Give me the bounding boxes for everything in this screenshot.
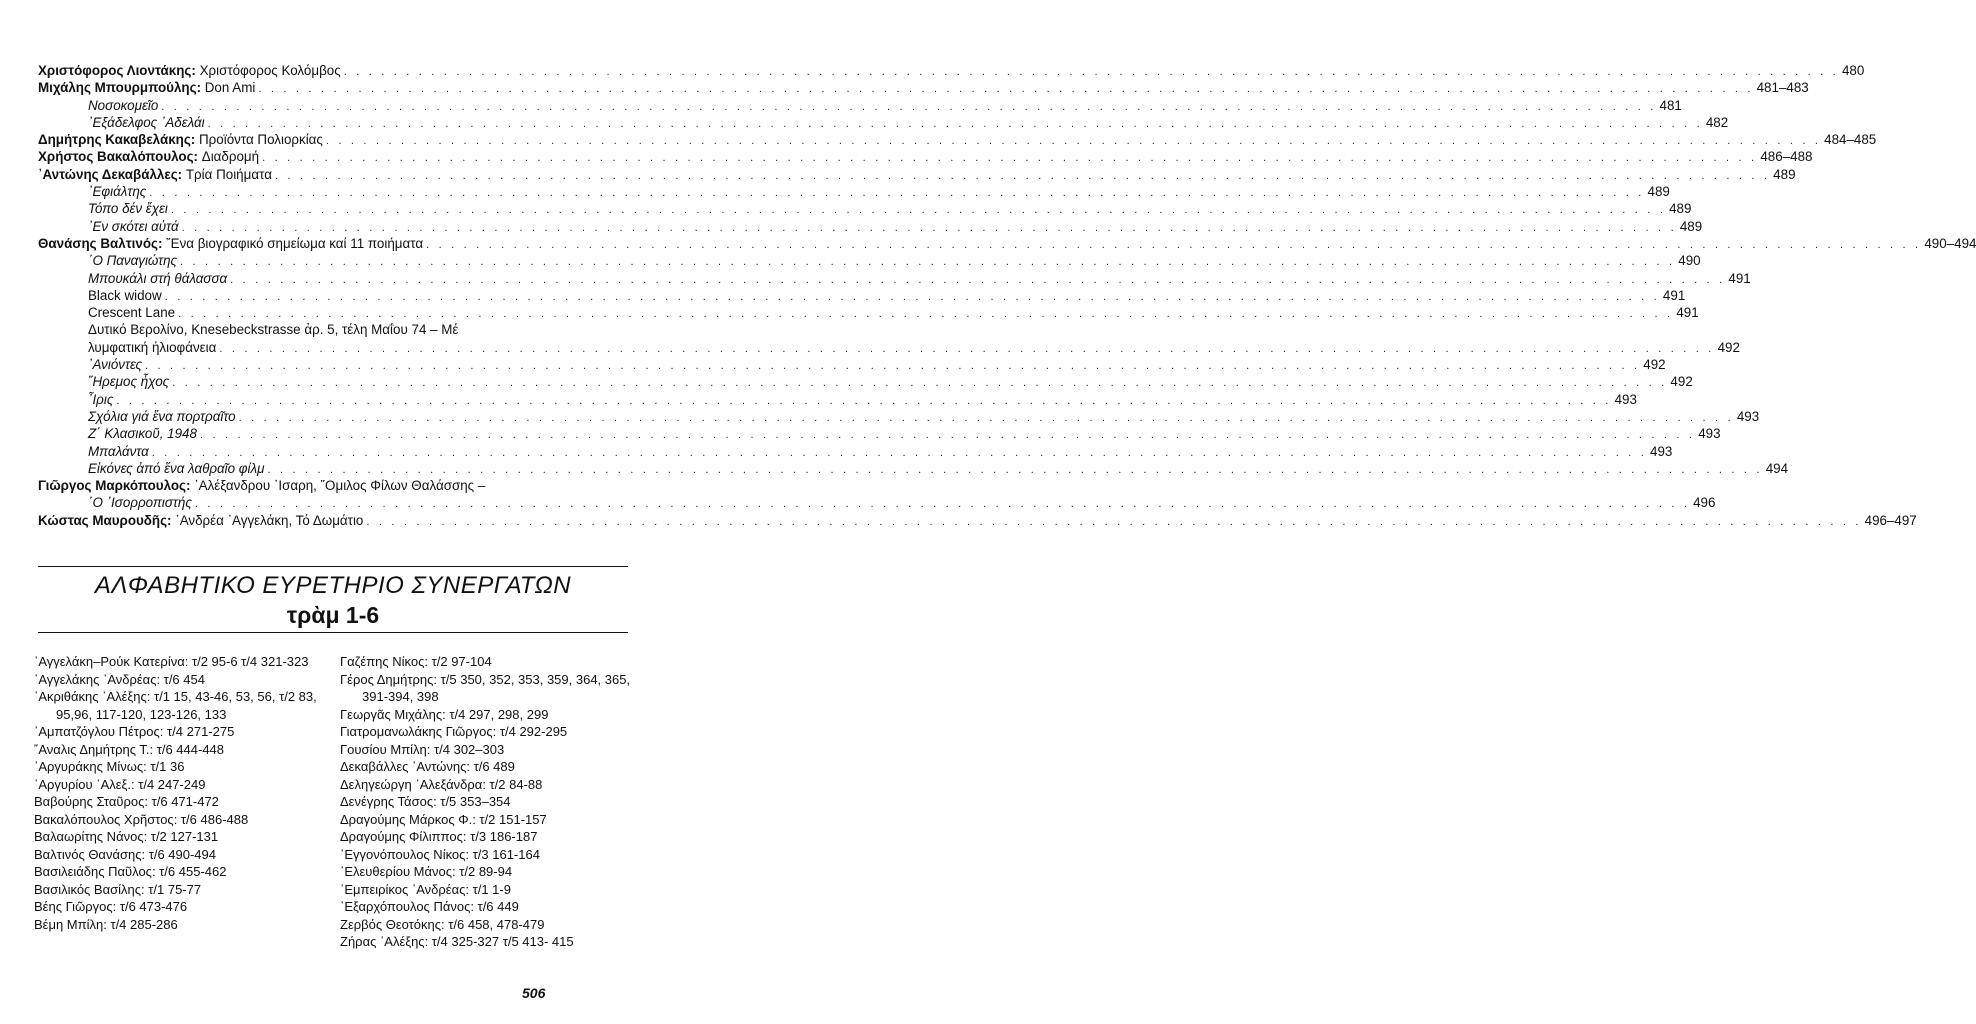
- index-entry: Βαλαωρίτης Νάνος: τ/2 127-131: [34, 829, 219, 844]
- toc-page: 489: [1773, 166, 1796, 182]
- index-entry: Γουσίου Μπίλη: τ/4 302–303: [340, 741, 505, 757]
- toc-page: 489: [1669, 201, 1692, 217]
- toc-work: Τρία Ποιήματα: [185, 166, 272, 182]
- dot-leader: . . . . . . . . . . . . . . . . . . . . . . . . . . . . . . . . . . . . . . . . . . . . . . . . . . . . . . . . . . . . . . . . . . . . . . . . . . . . . . . . . . . . . . . . . . . . . . . . . . . . . . . . . . . . . . . . . . . . . . . .: [343, 66, 1839, 78]
- dot-leader: . . . . . . . . . . . . . . . . . . . . . . . . . . . . . . . . . . . . . . . . . . . . . . . . . . . . . . . . . . . . . . . . . . . . . . . . . . . . . . . . . . . . . . . . . . . . . . . . . . . . . . . . . . . . . . . . . . . . . . . .: [145, 360, 1641, 373]
- toc-work: ᾽Εφιάλτης: [88, 184, 147, 200]
- toc-work: ῾Ο Παναγιώτης: [88, 253, 178, 269]
- index-entry: Γαζέπης Νίκος: τ/2 97-104: [340, 654, 492, 669]
- index-entry: Βασιλικός Βασίλης: τ/1 75-77: [34, 881, 202, 897]
- dot-leader: . . . . . . . . . . . . . . . . . . . . . . . . . . . . . . . . . . . . . . . . . . . . . . . . . . . . . . . . . . . . . . . . . . . . . . . . . . . . . . . . . . . . . . . . . . . . . . . . . . . . . . . . . . . . . . . . . . . . . . . .: [267, 463, 1763, 476]
- toc-entry: [38, 148, 1813, 165]
- toc-work: ῏Ιρις: [88, 391, 114, 407]
- toc-page: 491: [1676, 305, 1699, 321]
- toc-work: ᾽Εν σκότει αὐτά: [88, 218, 179, 234]
- toc-page: 494: [1765, 460, 1789, 476]
- toc-work: Δυτικό Βερολίνο, Knesebeckstrasse ἀρ. 5, τέλη Μαΐου 74 – Μέ: [88, 322, 459, 338]
- index-entry: Δεληγεώργη ᾽Αλεξάνδρα: τ/2 84-88: [340, 776, 543, 792]
- toc-page: 493: [1698, 426, 1721, 442]
- toc-work: Σχόλια γιά ἕνα πορτραῖτο: [88, 408, 236, 424]
- toc-page: 496–497: [1864, 512, 1917, 528]
- toc-page: 493: [1650, 443, 1673, 459]
- toc-entry: [38, 62, 1865, 79]
- toc-page: 493: [1736, 408, 1760, 424]
- toc-work: ῎Ηρεμος ἦχος: [88, 374, 170, 390]
- index-entry: ᾽Αργυράκης Μίνως: τ/1 36: [34, 759, 185, 774]
- toc-entry: [38, 321, 616, 338]
- toc-entry: [38, 408, 1760, 425]
- toc-author: Μιχάλης Μπουρμπούλης:: [38, 80, 202, 96]
- toc-work: Προϊόντα Πολιορκίας: [199, 132, 323, 148]
- toc-entry: [38, 477, 616, 494]
- toc-entry: [38, 425, 1721, 442]
- dot-leader: . . . . . . . . . . . . . . . . . . . . . . . . . . . . . . . . . . . . . . . . . . . . . . . . . . . . . . . . . . . . . . . . . . . . . . . . . . . . . . . . . . . . . . . . . . . . . . . . . . . . . . . . . . . . . . . . . . . . . . . .: [238, 411, 1734, 424]
- toc-entry: [38, 131, 1877, 148]
- toc-work: ᾽Ανιόντες: [88, 357, 143, 373]
- toc-work: Τόπο δέν ἔχει: [88, 201, 168, 217]
- toc-page: 489: [1647, 184, 1670, 200]
- dot-leader: . . . . . . . . . . . . . . . . . . . . . . . . . . . . . . . . . . . . . . . . . . . . . . . . . . . . . . . . . . . . . . . . . . . . . . . . . . . . . . . . . . . . . . . . . . . . . . . . . . . . . . . . . . . . . . . . . . . . . . . .: [262, 152, 1758, 165]
- toc-work: Εἰκόνες ἀπό ἕνα λαθραῖο φίλμ: [88, 460, 265, 476]
- index-entry: ᾽Ελευθερίου Μάνος: τ/2 89-94: [340, 864, 513, 879]
- toc-page: 486–488: [1760, 149, 1813, 165]
- toc-page: 492: [1670, 374, 1693, 390]
- dot-leader: . . . . . . . . . . . . . . . . . . . . . . . . . . . . . . . . . . . . . . . . . . . . . . . . . . . . . . . . . . . . . . . . . . . . . . . . . . . . . . . . . . . . . . . . . . . . . . . . . . . . . . . . . . . . . . . . . . . . . . . .: [164, 290, 1660, 303]
- toc-page: 480: [1841, 63, 1865, 78]
- toc-work: Χριστόφορος Κολόμβος: [199, 63, 341, 78]
- page-number: 506: [522, 985, 546, 1001]
- toc-entry: [38, 200, 1692, 217]
- dot-leader: . . . . . . . . . . . . . . . . . . . . . . . . . . . . . . . . . . . . . . . . . . . . . . . . . . . . . . . . . . . . . . . . . . . . . . . . . . . . . . . . . . . . . . . . . . . . . . . . . . . . . . . . . . . . . . . . . . . . . . . .: [178, 308, 1674, 321]
- index-entry: Δραγούμης Μάρκος Φ.: τ/2 151-157: [340, 811, 547, 827]
- toc-entry: [38, 79, 1809, 96]
- toc-author: Χριστόφορος Λιοντάκης:: [38, 63, 196, 78]
- toc-page: 489: [1679, 218, 1703, 234]
- dot-leader: . . . . . . . . . . . . . . . . . . . . . . . . . . . . . . . . . . . . . . . . . . . . . . . . . . . . . . . . . . . . . . . . . . . . . . . . . . . . . . . . . . . . . . . . . . . . . . . . . . . . . . . . . . . . . . . . . . . . . . . .: [230, 273, 1726, 286]
- toc-entry: [38, 391, 1637, 408]
- index-entry: ᾽Εγγονόπουλος Νίκος: τ/3 161-164: [340, 846, 540, 862]
- toc-page: 481–483: [1756, 80, 1809, 96]
- index-column-right: [340, 653, 640, 951]
- index-entry: ᾽Αγγελάκη–Ρούκ Κατερίνα: τ/2 95-6 τ/4 321-323: [34, 654, 309, 669]
- toc-entry: [38, 97, 1682, 114]
- toc-work: ᾽Αλέξανδρου ᾽Ισαρη, ῞Ομιλος Φίλων Θαλάσσης –: [194, 478, 486, 494]
- toc-page: 493: [1614, 391, 1637, 407]
- dot-leader: . . . . . . . . . . . . . . . . . . . . . . . . . . . . . . . . . . . . . . . . . . . . . . . . . . . . . . . . . . . . . . . . . . . . . . . . . . . . . . . . . . . . . . . . . . . . . . . . . . . . . . . . . . . . . . . . . . . . . . . .: [219, 342, 1715, 355]
- toc-entry: [38, 218, 1703, 235]
- toc-entry: [38, 114, 1729, 131]
- toc-author: Γιῶργος Μαρκόπουλος:: [38, 478, 191, 494]
- index-entry: Ζερβός Θεοτόκης: τ/6 458, 478-479: [340, 916, 545, 932]
- dot-leader: . . . . . . . . . . . . . . . . . . . . . . . . . . . . . . . . . . . . . . . . . . . . . . . . . . . . . . . . . . . . . . . . . . . . . . . . . . . . . . . . . . . . . . . . . . . . . . . . . . . . . . . . . . . . . . . . . . . . . . . .: [151, 446, 1647, 459]
- index-entry: ᾽Εξαρχόπουλος Πάνος: τ/6 449: [340, 899, 519, 914]
- index-entry: ᾽Αγγελάκης ᾽Ανδρέας: τ/6 454: [34, 671, 205, 687]
- toc-entry: [38, 166, 1796, 183]
- toc-entry: [38, 235, 1976, 252]
- toc-page: 481: [1659, 97, 1682, 113]
- index-entry: Βακαλόπουλος Χρῆστος: τ/6 486-488: [34, 811, 249, 827]
- toc-author: Κώστας Μαυρουδῆς:: [38, 512, 172, 528]
- dot-leader: . . . . . . . . . . . . . . . . . . . . . . . . . . . . . . . . . . . . . . . . . . . . . . . . . . . . . . . . . . . . . . . . . . . . . . . . . . . . . . . . . . . . . . . . . . . . . . . . . . . . . . . . . . . . . . . . . . . . . . . .: [258, 83, 1754, 96]
- toc-entry: [38, 494, 1716, 511]
- index-entry: Γεωργᾶς Μιχάλης: τ/4 297, 298, 299: [340, 706, 549, 722]
- dot-leader: . . . . . . . . . . . . . . . . . . . . . . . . . . . . . . . . . . . . . . . . . . . . . . . . . . . . . . . . . . . . . . . . . . . . . . . . . . . . . . . . . . . . . . . . . . . . . . . . . . . . . . . . . . . . . . . . . . . . . . . .: [366, 515, 1862, 528]
- toc-work: ῾Ο ᾽Ισορροπιστής: [88, 495, 192, 511]
- dot-leader: . . . . . . . . . . . . . . . . . . . . . . . . . . . . . . . . . . . . . . . . . . . . . . . . . . . . . . . . . . . . . . . . . . . . . . . . . . . . . . . . . . . . . . . . . . . . . . . . . . . . . . . . . . . . . . . . . . . . . . . .: [426, 238, 1922, 251]
- index-column-left: [34, 653, 334, 933]
- index-entry: Ζήρας ᾽Αλέξης: τ/4 325-327 τ/5 413- 415: [340, 934, 574, 949]
- toc-work: Διαδρομή: [201, 149, 260, 165]
- index-entry: Δενέγρης Τάσος: τ/5 353–354: [340, 794, 511, 809]
- toc-entry: [38, 460, 1789, 477]
- toc-page: 484–485: [1824, 132, 1877, 148]
- toc-page: 491: [1728, 270, 1751, 286]
- index-entry: Δραγούμης Φίλιππος: τ/3 186-187: [340, 829, 538, 844]
- toc-page: 491: [1662, 287, 1686, 303]
- index-entry: Δεκαβάλλες ᾽Αντώνης: τ/6 489: [340, 759, 515, 774]
- toc-entry: [38, 270, 1751, 287]
- index-title: ΑΛΦΑΒΗΤΙΚΟ ΕΥΡΕΤΗΡΙΟ ΣΥΝΕΡΓΑΤΩΝ: [94, 572, 572, 599]
- toc-work: Μπουκάλι στή θάλασσα: [88, 270, 228, 286]
- toc-work: Crescent Lane: [88, 305, 176, 321]
- toc-author: Δημήτρης Κακαβελάκης:: [38, 132, 196, 148]
- toc-entry: [38, 339, 1740, 356]
- index-subtitle: τρὰμ 1-6: [286, 602, 380, 628]
- index-entry: Γιατρομανωλάκης Γιῶργος: τ/4 292-295: [340, 724, 568, 739]
- index-entry: Βασιλειάδης Παῦλος: τ/6 455-462: [34, 864, 227, 879]
- toc-work: Μπαλάντα: [88, 443, 149, 459]
- index-entry: ᾽Εμπειρίκος ᾽Ανδρέας: τ/1 1-9: [340, 881, 511, 897]
- dot-leader: . . . . . . . . . . . . . . . . . . . . . . . . . . . . . . . . . . . . . . . . . . . . . . . . . . . . . . . . . . . . . . . . . . . . . . . . . . . . . . . . . . . . . . . . . . . . . . . . . . . . . . . . . . . . . . . . . . . . . . . .: [325, 135, 1822, 148]
- dot-leader: . . . . . . . . . . . . . . . . . . . . . . . . . . . . . . . . . . . . . . . . . . . . . . . . . . . . . . . . . . . . . . . . . . . . . . . . . . . . . . . . . . . . . . . . . . . . . . . . . . . . . . . . . . . . . . . . . . . . . . . .: [170, 204, 1667, 217]
- bottom-rule: [38, 632, 628, 633]
- dot-leader: . . . . . . . . . . . . . . . . . . . . . . . . . . . . . . . . . . . . . . . . . . . . . . . . . . . . . . . . . . . . . . . . . . . . . . . . . . . . . . . . . . . . . . . . . . . . . . . . . . . . . . . . . . . . . . . . . . . . . . . .: [181, 221, 1677, 234]
- toc-entry: [38, 443, 1673, 460]
- index-entry: ᾽Ακριθάκης ᾽Αλέξης: τ/1 15, 43-46, 53, 56, τ/2 83, 95,96, 117-120, 123-126, 133: [34, 689, 317, 722]
- top-rule: [38, 566, 628, 567]
- dot-leader: . . . . . . . . . . . . . . . . . . . . . . . . . . . . . . . . . . . . . . . . . . . . . . . . . . . . . . . . . . . . . . . . . . . . . . . . . . . . . . . . . . . . . . . . . . . . . . . . . . . . . . . . . . . . . . . . . . . . . . . .: [207, 117, 1703, 130]
- dot-leader: . . . . . . . . . . . . . . . . . . . . . . . . . . . . . . . . . . . . . . . . . . . . . . . . . . . . . . . . . . . . . . . . . . . . . . . . . . . . . . . . . . . . . . . . . . . . . . . . . . . . . . . . . . . . . . . . . . . . . . . .: [116, 394, 1612, 407]
- toc-page: 490–494: [1924, 235, 1976, 251]
- index-entry: ᾽Αμπατζόγλου Πέτρος: τ/4 271-275: [34, 724, 235, 739]
- index-entry: Βέμη Μπίλη: τ/4 285-286: [34, 916, 178, 932]
- toc-entry: [38, 252, 1701, 269]
- toc-work: Νοσοκομεῖο: [88, 97, 159, 113]
- dot-leader: . . . . . . . . . . . . . . . . . . . . . . . . . . . . . . . . . . . . . . . . . . . . . . . . . . . . . . . . . . . . . . . . . . . . . . . . . . . . . . . . . . . . . . . . . . . . . . . . . . . . . . . . . . . . . . . . . . . . . . . .: [199, 429, 1696, 442]
- dot-leader: . . . . . . . . . . . . . . . . . . . . . . . . . . . . . . . . . . . . . . . . . . . . . . . . . . . . . . . . . . . . . . . . . . . . . . . . . . . . . . . . . . . . . . . . . . . . . . . . . . . . . . . . . . . . . . . . . . . . . . . .: [274, 169, 1771, 182]
- index-entry: ῎Αναλις Δημήτρης Τ.: τ/6 444-448: [34, 741, 225, 757]
- toc-author: ᾽Αντώνης Δεκαβάλλες:: [38, 166, 183, 182]
- dot-leader: . . . . . . . . . . . . . . . . . . . . . . . . . . . . . . . . . . . . . . . . . . . . . . . . . . . . . . . . . . . . . . . . . . . . . . . . . . . . . . . . . . . . . . . . . . . . . . . . . . . . . . . . . . . . . . . . . . . . . . . .: [194, 498, 1691, 511]
- index-entry: ᾽Αργυρίου ᾽Αλεξ.: τ/4 247-249: [34, 776, 206, 792]
- toc-entry: [38, 287, 1686, 304]
- toc-work: Black widow: [88, 287, 162, 303]
- toc-author: Θανάσης Βαλτινός:: [38, 235, 163, 251]
- dot-leader: . . . . . . . . . . . . . . . . . . . . . . . . . . . . . . . . . . . . . . . . . . . . . . . . . . . . . . . . . . . . . . . . . . . . . . . . . . . . . . . . . . . . . . . . . . . . . . . . . . . . . . . . . . . . . . . . . . . . . . . .: [149, 187, 1645, 200]
- toc-work: ᾽Ανδρέα ᾽Αγγελάκη, Τό Δωμάτιο: [175, 512, 364, 528]
- toc-page: 496: [1693, 495, 1716, 511]
- toc-entry: [38, 356, 1666, 373]
- dot-leader: . . . . . . . . . . . . . . . . . . . . . . . . . . . . . . . . . . . . . . . . . . . . . . . . . . . . . . . . . . . . . . . . . . . . . . . . . . . . . . . . . . . . . . . . . . . . . . . . . . . . . . . . . . . . . . . . . . . . . . . .: [172, 377, 1668, 390]
- toc-work: Ζ΄ Κλασικοῦ, 1948: [88, 426, 197, 442]
- toc-entry: [38, 304, 1699, 321]
- toc-entry: [38, 183, 1670, 200]
- index-entry: Γέρος Δημήτρης: τ/5 350, 352, 353, 359, 364, 365, 391-394, 398: [340, 671, 631, 704]
- dot-leader: . . . . . . . . . . . . . . . . . . . . . . . . . . . . . . . . . . . . . . . . . . . . . . . . . . . . . . . . . . . . . . . . . . . . . . . . . . . . . . . . . . . . . . . . . . . . . . . . . . . . . . . . . . . . . . . . . . . . . . . .: [161, 100, 1657, 113]
- table-of-contents: [38, 62, 1976, 529]
- toc-entry: [38, 512, 1917, 529]
- index-entry: Βαβούρης Σταῦρος: τ/6 471-472: [34, 794, 219, 809]
- toc-page: 490: [1678, 253, 1701, 269]
- toc-work: ῞Ενα βιογραφικό σημείωμα καί 11 ποιήματα: [166, 235, 424, 251]
- toc-page: 492: [1717, 339, 1740, 355]
- index-entry: Βαλτινός Θανάσης: τ/6 490-494: [34, 846, 216, 862]
- toc-work: ᾽Εξάδελφος ᾽Αδελάι: [88, 114, 205, 130]
- toc-work: λυμφατική ἠλιοφάνεια: [88, 339, 217, 355]
- toc-work: Don Ami: [204, 80, 256, 96]
- toc-page: 492: [1643, 357, 1666, 373]
- toc-page: 482: [1705, 114, 1729, 130]
- toc-author: Χρήστος Βακαλόπουλος:: [38, 149, 199, 165]
- index-entry: Βέης Γιῶργος: τ/6 473-476: [34, 899, 188, 914]
- toc-entry: [38, 373, 1693, 390]
- dot-leader: . . . . . . . . . . . . . . . . . . . . . . . . . . . . . . . . . . . . . . . . . . . . . . . . . . . . . . . . . . . . . . . . . . . . . . . . . . . . . . . . . . . . . . . . . . . . . . . . . . . . . . . . . . . . . . . . . . . . . . . .: [180, 256, 1676, 269]
